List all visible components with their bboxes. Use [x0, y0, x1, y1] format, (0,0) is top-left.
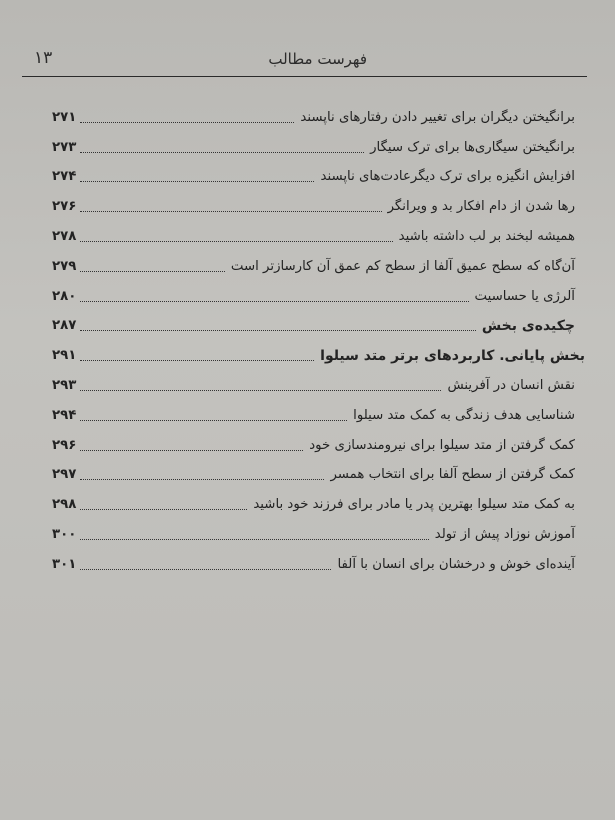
toc-entry-page: ۲۹۱: [52, 348, 77, 364]
toc-entry: [52, 98, 575, 128]
toc-entry-page: ۲۷۸: [52, 228, 77, 244]
dot-leader: [80, 241, 392, 242]
dot-leader: [80, 420, 347, 421]
toc-entry: [52, 128, 575, 158]
toc-entry: [52, 247, 575, 277]
toc-entry-title: به کمک متد سیلوا بهترین پدر یا مادر برای فرزند خود باشید: [253, 497, 575, 513]
toc-entry-title: برانگیختن سیگاری‌ها برای ترک سیگار: [370, 139, 575, 155]
toc-entry-page: ۲۸۷: [52, 318, 77, 334]
toc-entry-title: نقش انسان در آفرینش: [447, 377, 575, 393]
toc-entry: [52, 545, 575, 575]
toc-entry-title: آموزش نوزاد پیش از تولد: [434, 526, 575, 542]
toc-entry-title: چکیده‌ی بخش: [481, 318, 575, 335]
toc-entry-page: ۲۷۳: [52, 139, 77, 155]
dot-leader: [80, 450, 303, 451]
toc-entry: [52, 426, 575, 456]
toc-entry-title: رها شدن از دام افکار بد و ویرانگر: [387, 199, 575, 215]
toc-entry-page: ۲۸۰: [52, 288, 77, 304]
toc-entry-page: ۲۷۱: [52, 109, 77, 125]
toc-entry-page: ۲۹۷: [52, 467, 77, 483]
toc-entry-title: آینده‌ای خوش و درخشان برای انسان با آلفا: [337, 556, 575, 572]
dot-leader: [80, 301, 468, 302]
dot-leader: [80, 479, 324, 480]
toc-entry-title: همیشه لبخند بر لب داشته باشید: [398, 228, 575, 244]
toc-entry: [52, 307, 575, 337]
toc-entry-title: بخش پایانی. کاربردهای برتر متد سیلوا: [320, 348, 585, 365]
dot-leader: [80, 539, 428, 540]
toc-entry-page: ۲۷۹: [52, 258, 77, 274]
toc-entry: [52, 515, 575, 545]
toc-entry-page: ۲۷۴: [52, 169, 77, 185]
dot-leader: [80, 211, 381, 212]
toc-entry: [52, 485, 575, 515]
page-title: فهرست مطالب: [268, 50, 367, 68]
dot-leader: [80, 181, 314, 182]
toc-entry: [52, 187, 575, 217]
toc-entry-page: ۳۰۱: [52, 556, 77, 572]
dot-leader: [80, 152, 364, 153]
toc-entry-title: افزایش انگیزه برای ترک دیگرعادت‌های ناپسند: [320, 169, 575, 185]
dot-leader: [80, 271, 225, 272]
toc-entry: [52, 158, 575, 188]
toc-entry-page: ۲۹۶: [52, 437, 77, 453]
toc-entry: [52, 456, 575, 486]
toc-entry: [52, 217, 575, 247]
toc-entry: [52, 277, 575, 307]
page-header: [22, 44, 587, 77]
toc-entry-title: شناسایی هدف زندگی به کمک متد سیلوا: [353, 407, 575, 423]
dot-leader: [80, 330, 476, 331]
toc-entry-title: آن‌گاه که سطح عمیق آلفا از سطح کم عمق آن کارسازتر است: [230, 258, 575, 274]
page-number: ۱۳: [34, 48, 53, 68]
toc-entry: [52, 366, 575, 396]
dot-leader: [80, 390, 441, 391]
dot-leader: [80, 569, 331, 570]
toc-entry-title: کمک گرفتن از سطح آلفا برای انتخاب همسر: [330, 467, 575, 483]
toc-entry-page: ۲۹۴: [52, 407, 77, 423]
toc-entry: [52, 336, 585, 366]
toc-entry: [52, 396, 575, 426]
toc-entry-page: ۲۷۶: [52, 199, 77, 215]
toc-entry-title: برانگیختن دیگران برای تغییر دادن رفتارهای ناپسند: [300, 109, 575, 125]
toc-entry-title: آلرژی یا حساسیت: [474, 288, 575, 304]
dot-leader: [80, 122, 294, 123]
toc-entry-page: ۲۹۸: [52, 497, 77, 513]
toc-entry-page: ۲۹۳: [52, 377, 77, 393]
dot-leader: [80, 360, 314, 361]
toc-entry-title: کمک گرفتن از متد سیلوا برای نیرومندسازی خود: [309, 437, 575, 453]
toc-entry-page: ۳۰۰: [52, 526, 77, 542]
dot-leader: [80, 509, 247, 510]
table-of-contents: [52, 98, 585, 575]
